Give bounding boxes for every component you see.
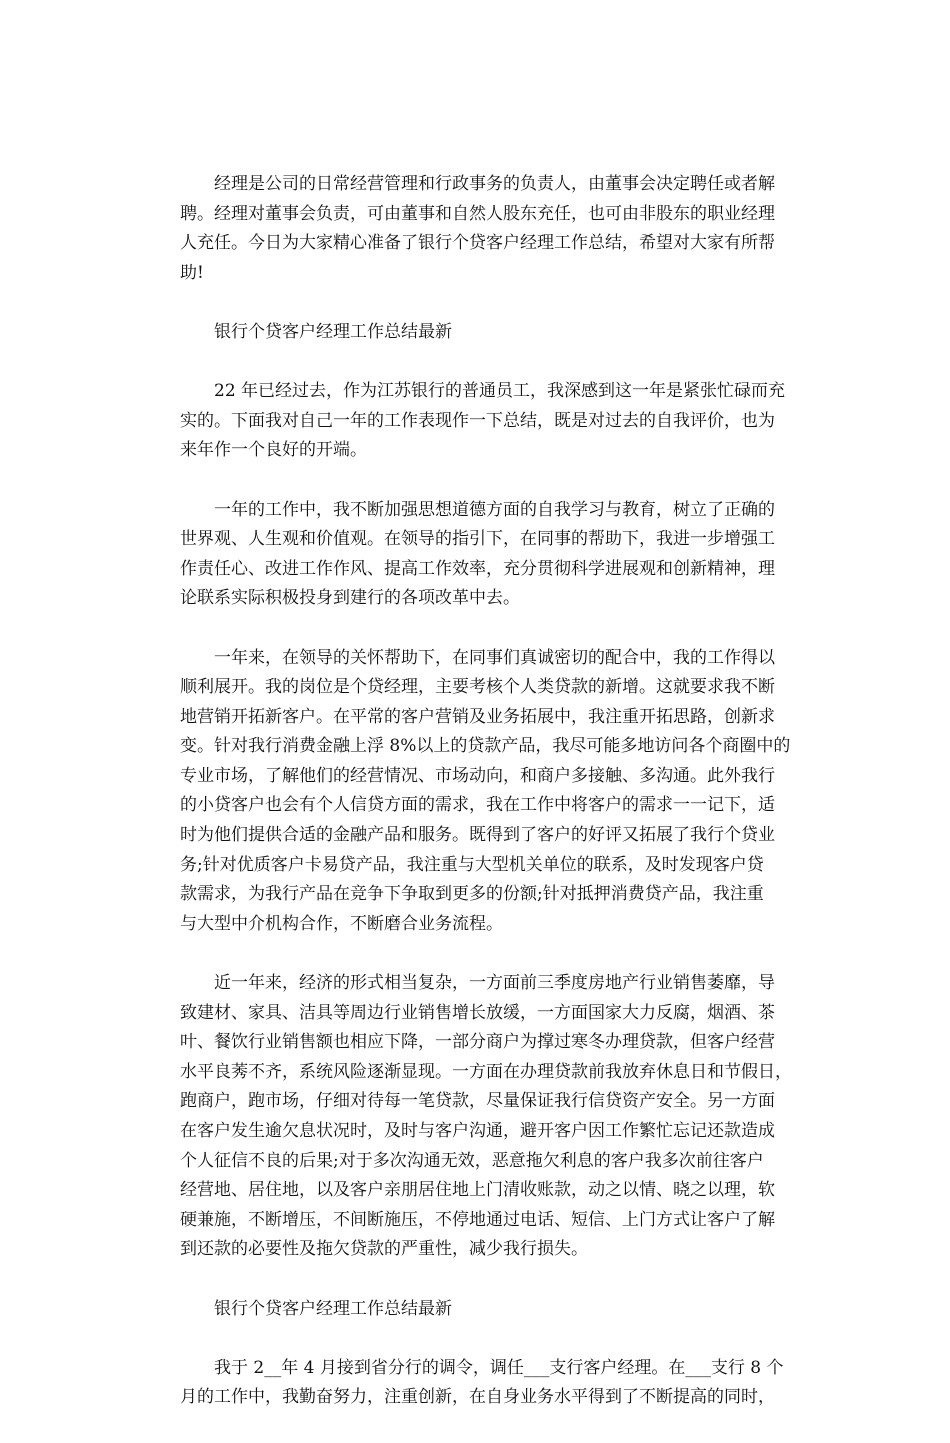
text-line: 叶、餐饮行业销售额也相应下降，一部分商户为撑过寒冬办理贷款，但客户经营	[180, 1032, 775, 1053]
text-line: 地营销开拓新客户。在平常的客户营销及业务拓展中，我注重开拓思路，创新求	[180, 706, 775, 727]
intro-paragraph	[180, 170, 775, 288]
text-line: 跑商户，跑市场，仔细对待每一笔贷款，尽量保证我行信贷资产安全。另一方面	[180, 1091, 775, 1112]
text-line: 实的。下面我对自己一年的工作表现作一下总结，既是对过去的自我评价，也为	[180, 410, 775, 431]
body-paragraph	[180, 377, 786, 466]
text-line: 我于 2__年 4 月接到省分行的调令，调任___支行客户经理。在___支行 8 个	[214, 1357, 784, 1378]
text-line: 论联系实际积极投身到建行的各项改革中去。	[180, 588, 520, 609]
text-line: 助!	[180, 262, 204, 283]
text-line: 22 年已经过去，作为江苏银行的普通员工，我深感到这一年是紧张忙碌而充	[214, 381, 786, 402]
body-paragraph	[180, 969, 792, 1265]
text-line: 顺利展开。我的岗位是个贷经理，主要考核个人类贷款的新增。这就要求我不断	[180, 677, 775, 698]
text-line: 一年的工作中，我不断加强思想道德方面的自我学习与教育，树立了正确的	[214, 499, 775, 520]
text-line: 专业市场，了解他们的经营情况、市场动向，和商户多接触、多沟通。此外我行	[180, 765, 775, 786]
text-line: 与大型中介机构合作，不断磨合业务流程。	[180, 913, 503, 934]
text-line: 来年作一个良好的开端。	[180, 440, 367, 461]
text-line: 近一年来，经济的形式相当复杂，一方面前三季度房地产行业销售萎靡，导	[214, 973, 775, 994]
text-line: 时为他们提供合适的金融产品和服务。既得到了客户的好评又拓展了我行个贷业	[180, 825, 775, 846]
text-line: 在客户发生逾欠息状况时，及时与客户沟通，避开客户因工作繁忙忘记还款造成	[180, 1121, 775, 1141]
text-line: 经营地、居住地，以及客户亲朋居住地上门清收账款，动之以情、晓之以理，软	[180, 1180, 775, 1201]
text-line: 的小贷客户也会有个人信贷方面的需求，我在工作中将客户的需求一一记下，适	[180, 795, 775, 816]
text-line: 聘。经理对董事会负责，可由董事和自然人股东充任，也可由非股东的职业经理	[180, 203, 775, 224]
body-paragraph	[180, 1354, 784, 1413]
text-line: 水平良莠不齐，系统风险逐渐显现。一方面在办理贷款前我放弃休息日和节假日，	[180, 1061, 792, 1082]
section-heading	[180, 318, 772, 348]
body-paragraph	[180, 644, 791, 940]
text-line: 款需求，为我行产品在竞争下争取到更多的份额;针对抵押消费贷产品，我注重	[180, 884, 764, 905]
section-heading	[180, 1295, 772, 1325]
text-line: 致建材、家具、洁具等周边行业销售增长放缓，一方面国家大力反腐，烟酒、茶	[180, 1002, 775, 1023]
text-line: 作责任心、改进工作作风、提高工作效率，充分贯彻科学进展观和创新精神，理	[180, 558, 775, 579]
text-line: 世界观、人生观和价值观。在领导的指引下，在同事的帮助下，我进一步增强工	[180, 529, 775, 550]
text-line: 经理是公司的日常经营管理和行政事务的负责人，由董事会决定聘任或者解	[214, 174, 775, 194]
text-line: 一年来，在领导的关怀帮助下，在同事们真诚密切的配合中，我的工作得以	[214, 647, 775, 668]
text-line: 务;针对优质客户卡易贷产品，我注重与大型机关单位的联系，及时发现客户贷	[180, 854, 764, 875]
text-line: 硬兼施，不断增压，不间断施压，不停地通过电话、短信、上门方式让客户了解	[180, 1209, 775, 1230]
text-line: 到还款的必要性及拖欠贷款的严重性，减少我行损失。	[180, 1239, 588, 1260]
body-paragraph	[180, 496, 775, 614]
document-body	[180, 170, 792, 1443]
heading-text: 银行个贷客户经理工作总结最新	[214, 321, 452, 342]
heading-text: 银行个贷客户经理工作总结最新	[214, 1298, 452, 1319]
text-line: 变。针对我行消费金融上浮 8%以上的贷款产品，我尽可能多地访问各个商圈中的	[180, 736, 791, 757]
text-line: 人充任。今日为大家精心准备了银行个贷客户经理工作总结，希望对大家有所帮	[180, 233, 775, 254]
text-line: 月的工作中，我勤奋努力，注重创新，在自身业务水平得到了不断提高的同时，	[180, 1387, 775, 1408]
text-line: 个人征信不良的后果;对于多次沟通无效，恶意拖欠利息的客户我多次前往客户	[180, 1150, 764, 1171]
